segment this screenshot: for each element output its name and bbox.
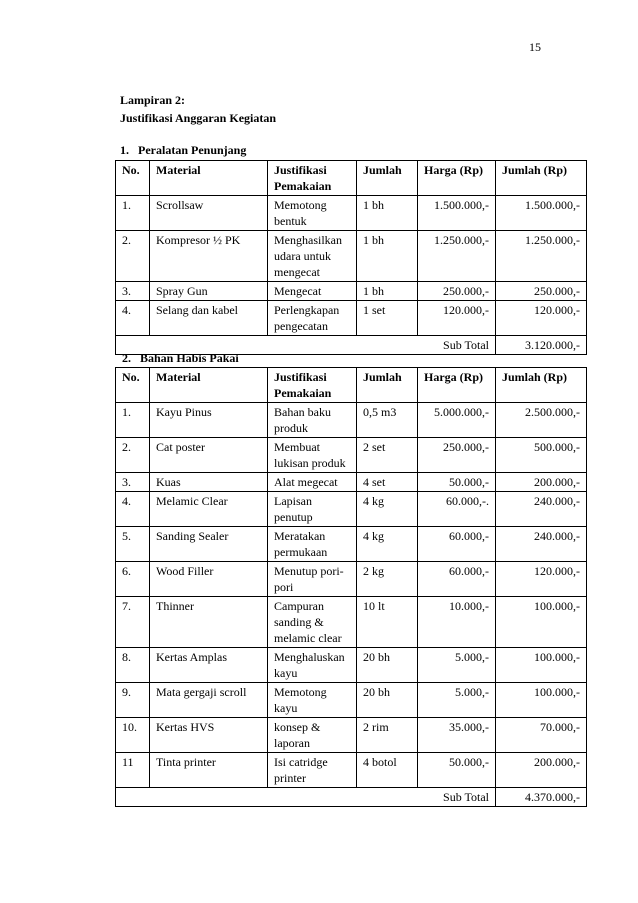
cell-no: 5. bbox=[116, 527, 150, 562]
appendix-title: Lampiran 2: bbox=[120, 93, 186, 107]
cell-no: 4. bbox=[116, 492, 150, 527]
page-number: 15 bbox=[529, 40, 541, 54]
cell-no: 3. bbox=[116, 282, 150, 301]
table-row bbox=[116, 683, 587, 718]
cell-price: 50.000,- bbox=[418, 753, 496, 788]
cell-no: 7. bbox=[116, 597, 150, 648]
cell-material: Tinta printer bbox=[150, 753, 268, 788]
cell-justification: Memotong bentuk bbox=[268, 196, 357, 231]
cell-material: Spray Gun bbox=[150, 282, 268, 301]
cell-no: 2. bbox=[116, 438, 150, 473]
cell-justification: Perlengkapan pengecatan bbox=[268, 301, 357, 336]
cell-material: Sanding Sealer bbox=[150, 527, 268, 562]
header-total: Jumlah (Rp) bbox=[496, 161, 587, 196]
subtotal-value: 4.370.000,- bbox=[496, 788, 587, 807]
cell-price: 10.000,- bbox=[418, 597, 496, 648]
cell-material: Wood Filler bbox=[150, 562, 268, 597]
cell-quantity: 10 lt bbox=[357, 597, 418, 648]
table-row bbox=[116, 301, 587, 336]
cell-total: 120.000,- bbox=[496, 301, 587, 336]
cell-material: Kompresor ½ PK bbox=[150, 231, 268, 282]
cell-quantity: 1 bh bbox=[357, 196, 418, 231]
equipment-table bbox=[115, 160, 587, 355]
cell-total: 250.000,- bbox=[496, 282, 587, 301]
cell-no: 1. bbox=[116, 196, 150, 231]
cell-material: Kayu Pinus bbox=[150, 403, 268, 438]
cell-total: 240.000,- bbox=[496, 527, 587, 562]
cell-justification: Menghasilkan udara untuk mengecat bbox=[268, 231, 357, 282]
cell-material: Thinner bbox=[150, 597, 268, 648]
cell-no: 11 bbox=[116, 753, 150, 788]
cell-justification: Mengecat bbox=[268, 282, 357, 301]
cell-material: Kertas Amplas bbox=[150, 648, 268, 683]
cell-no: 8. bbox=[116, 648, 150, 683]
cell-justification: Campuran sanding & melamic clear bbox=[268, 597, 357, 648]
cell-material: Kuas bbox=[150, 473, 268, 492]
cell-price: 60.000,-. bbox=[418, 492, 496, 527]
table-row bbox=[116, 473, 587, 492]
cell-no: 3. bbox=[116, 473, 150, 492]
cell-price: 120.000,- bbox=[418, 301, 496, 336]
cell-price: 5.000,- bbox=[418, 683, 496, 718]
table-row bbox=[116, 196, 587, 231]
cell-material: Mata gergaji scroll bbox=[150, 683, 268, 718]
cell-no: 1. bbox=[116, 403, 150, 438]
cell-no: 10. bbox=[116, 718, 150, 753]
cell-price: 1.500.000,- bbox=[418, 196, 496, 231]
table-row bbox=[116, 718, 587, 753]
cell-quantity: 20 bh bbox=[357, 683, 418, 718]
cell-justification: Lapisan penutup bbox=[268, 492, 357, 527]
subtotal-row bbox=[116, 788, 587, 807]
cell-justification: Bahan baku produk bbox=[268, 403, 357, 438]
table-row bbox=[116, 492, 587, 527]
subtotal-value: 3.120.000,- bbox=[496, 336, 587, 355]
header-material: Material bbox=[150, 368, 268, 403]
consumables-table bbox=[115, 367, 587, 807]
section1-heading: 1. Peralatan Penunjang bbox=[120, 143, 247, 157]
section2-heading: 2. Bahan Habis Pakai bbox=[122, 351, 239, 365]
cell-no: 6. bbox=[116, 562, 150, 597]
header-price: Harga (Rp) bbox=[418, 161, 496, 196]
cell-price: 5.000,- bbox=[418, 648, 496, 683]
cell-total: 200.000,- bbox=[496, 473, 587, 492]
cell-quantity: 20 bh bbox=[357, 648, 418, 683]
header-no: No. bbox=[116, 161, 150, 196]
table-row bbox=[116, 562, 587, 597]
cell-justification: Menghaluskan kayu bbox=[268, 648, 357, 683]
cell-material: Scrollsaw bbox=[150, 196, 268, 231]
cell-price: 60.000,- bbox=[418, 562, 496, 597]
header-material: Material bbox=[150, 161, 268, 196]
cell-price: 5.000.000,- bbox=[418, 403, 496, 438]
cell-price: 35.000,- bbox=[418, 718, 496, 753]
cell-quantity: 2 kg bbox=[357, 562, 418, 597]
header-justification: Justifikasi Pemakaian bbox=[268, 161, 357, 196]
header-quantity: Jumlah bbox=[357, 161, 418, 196]
cell-quantity: 1 bh bbox=[357, 282, 418, 301]
cell-total: 1.250.000,- bbox=[496, 231, 587, 282]
cell-justification: konsep & laporan bbox=[268, 718, 357, 753]
cell-quantity: 1 set bbox=[357, 301, 418, 336]
cell-justification: Memotong kayu bbox=[268, 683, 357, 718]
cell-material: Cat poster bbox=[150, 438, 268, 473]
cell-quantity: 0,5 m3 bbox=[357, 403, 418, 438]
table-row bbox=[116, 282, 587, 301]
cell-justification: Membuat lukisan produk bbox=[268, 438, 357, 473]
cell-justification: Isi catridge printer bbox=[268, 753, 357, 788]
subtotal-label: Sub Total bbox=[116, 336, 496, 355]
cell-price: 50.000,- bbox=[418, 473, 496, 492]
header-no: No. bbox=[116, 368, 150, 403]
cell-total: 2.500.000,- bbox=[496, 403, 587, 438]
cell-quantity: 4 kg bbox=[357, 492, 418, 527]
table-row bbox=[116, 753, 587, 788]
cell-total: 100.000,- bbox=[496, 597, 587, 648]
cell-total: 1.500.000,- bbox=[496, 196, 587, 231]
cell-quantity: 4 botol bbox=[357, 753, 418, 788]
table-row bbox=[116, 438, 587, 473]
table-row bbox=[116, 648, 587, 683]
cell-total: 500.000,- bbox=[496, 438, 587, 473]
cell-justification: Menutup pori-pori bbox=[268, 562, 357, 597]
table-row bbox=[116, 527, 587, 562]
table-header-row bbox=[116, 161, 587, 196]
cell-total: 100.000,- bbox=[496, 648, 587, 683]
table-row bbox=[116, 231, 587, 282]
header-total: Jumlah (Rp) bbox=[496, 368, 587, 403]
table-row bbox=[116, 403, 587, 438]
cell-total: 200.000,- bbox=[496, 753, 587, 788]
cell-price: 1.250.000,- bbox=[418, 231, 496, 282]
table-row bbox=[116, 597, 587, 648]
cell-quantity: 1 bh bbox=[357, 231, 418, 282]
cell-price: 250.000,- bbox=[418, 282, 496, 301]
cell-price: 60.000,- bbox=[418, 527, 496, 562]
cell-quantity: 4 set bbox=[357, 473, 418, 492]
cell-material: Melamic Clear bbox=[150, 492, 268, 527]
cell-total: 100.000,- bbox=[496, 683, 587, 718]
cell-no: 2. bbox=[116, 231, 150, 282]
cell-no: 9. bbox=[116, 683, 150, 718]
header-quantity: Jumlah bbox=[357, 368, 418, 403]
cell-price: 250.000,- bbox=[418, 438, 496, 473]
cell-no: 4. bbox=[116, 301, 150, 336]
subtotal-label: Sub Total bbox=[116, 788, 496, 807]
cell-total: 70.000,- bbox=[496, 718, 587, 753]
cell-quantity: 4 kg bbox=[357, 527, 418, 562]
cell-justification: Alat megecat bbox=[268, 473, 357, 492]
header-price: Harga (Rp) bbox=[418, 368, 496, 403]
header-justification: Justifikasi Pemakaian bbox=[268, 368, 357, 403]
cell-total: 240.000,- bbox=[496, 492, 587, 527]
cell-quantity: 2 set bbox=[357, 438, 418, 473]
cell-total: 120.000,- bbox=[496, 562, 587, 597]
table-header-row bbox=[116, 368, 587, 403]
cell-justification: Meratakan permukaan bbox=[268, 527, 357, 562]
appendix-subtitle: Justifikasi Anggaran Kegiatan bbox=[120, 111, 277, 125]
cell-quantity: 2 rim bbox=[357, 718, 418, 753]
cell-material: Selang dan kabel bbox=[150, 301, 268, 336]
cell-material: Kertas HVS bbox=[150, 718, 268, 753]
